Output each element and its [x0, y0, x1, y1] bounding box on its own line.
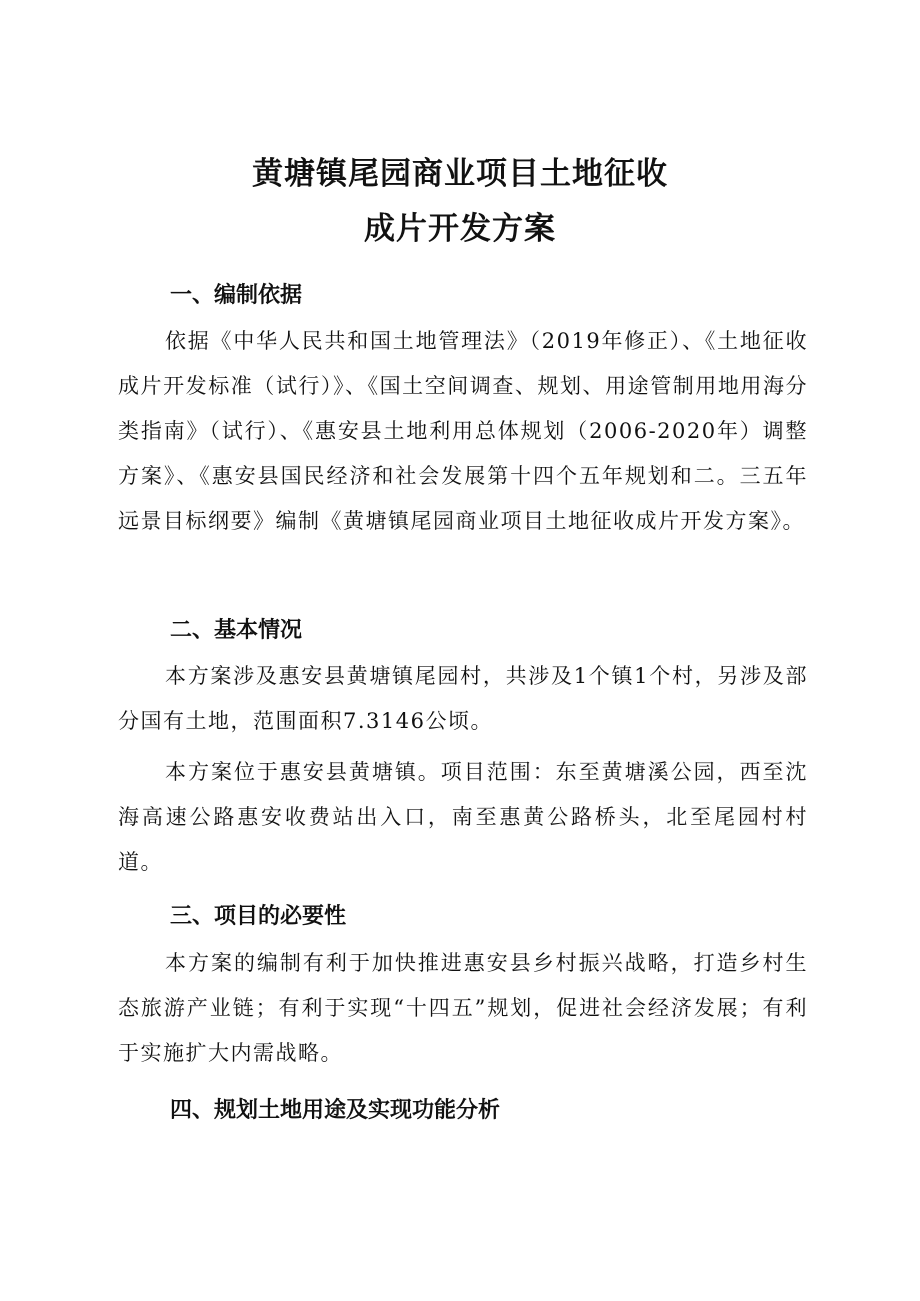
section-heading-basis: 一、编制依据 — [170, 283, 303, 308]
paragraph-basis: 依据《中华人民共和国土地管理法》（2019年修正）、《土地征收成片开发标准（试行）》、《国土空间调查、规划、用途管制用地用海分类指南》（试行）、《惠安县土地利用总体规划（2006-2020年）调整方案》、《惠安县国民经济和社会发展第十四个五年规划和二。三五年远景目标纲要》编制《黄塘镇尾园商业项目土地征收成片开发方案》。 — [118, 329, 808, 533]
section-heading-basic-situation: 二、基本情况 — [170, 618, 303, 643]
document-title-line-2: 成片开发方案 — [364, 211, 556, 247]
document-title-line-1: 黄塘镇尾园商业项目土地征收 — [252, 156, 668, 192]
paragraph-scope: 本方案涉及惠安县黄塘镇尾园村，共涉及1个镇1个村，另涉及部分国有土地，范围面积7.3146公顷。 — [118, 664, 808, 733]
paragraph-location: 本方案位于惠安县黄塘镇。项目范围：东至黄塘溪公园，西至沈海高速公路惠安收费站出入口，南至惠黄公路桥头，北至尾园村村道。 — [118, 760, 808, 874]
section-heading-land-use-analysis: 四、规划土地用途及实现功能分析 — [170, 1098, 501, 1123]
section-heading-necessity: 三、项目的必要性 — [170, 904, 347, 929]
paragraph-necessity: 本方案的编制有利于加快推进惠安县乡村振兴战略，打造乡村生态旅游产业链；有利于实现“十四五”规划，促进社会经济发展；有利于实施扩大内需战略。 — [118, 951, 808, 1065]
